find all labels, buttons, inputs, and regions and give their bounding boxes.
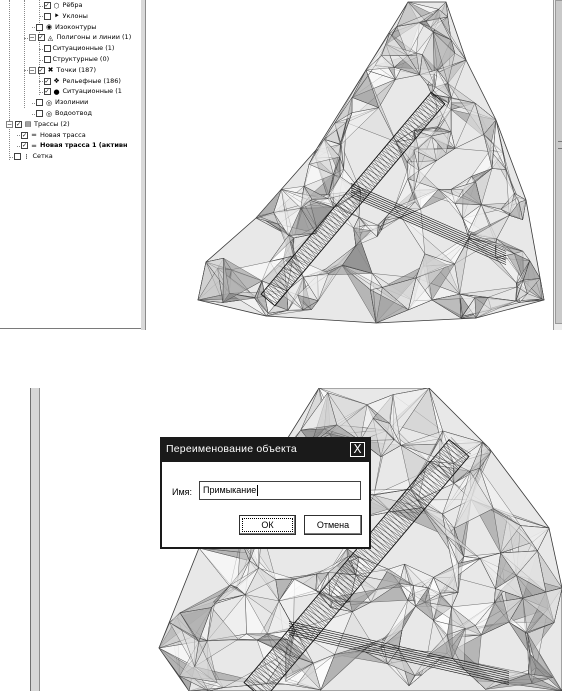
visibility-checkbox[interactable]	[36, 110, 43, 117]
tree-item[interactable]	[21, 130, 86, 141]
project-tree-panel	[0, 0, 142, 329]
drainage-icon: ◎	[45, 110, 53, 118]
isolines-icon: ◎	[45, 99, 53, 107]
plan-viewport-top[interactable]	[146, 0, 556, 330]
visibility-checkbox[interactable]	[36, 99, 43, 106]
close-icon[interactable]: X	[350, 442, 365, 457]
name-input[interactable]	[199, 481, 361, 500]
visibility-checkbox[interactable]	[44, 45, 51, 52]
tree-item-label: Ситуационные (1	[63, 86, 122, 97]
dialog-titlebar[interactable]	[162, 439, 369, 462]
visibility-checkbox[interactable]: ✓	[44, 2, 51, 9]
visibility-checkbox[interactable]	[36, 24, 43, 31]
edges-icon: ⬡	[53, 2, 61, 10]
tree-item-label: Трассы (2)	[34, 119, 70, 130]
routes-icon: ▤	[24, 120, 32, 128]
ok-button[interactable]: ОК	[239, 515, 296, 535]
visibility-checkbox[interactable]	[44, 13, 51, 20]
cancel-button[interactable]: Отмена	[304, 515, 362, 535]
polygons-icon: ◬	[47, 34, 55, 42]
rename-object-dialog	[160, 437, 371, 549]
tree-item[interactable]	[36, 22, 96, 33]
tree-item-label: Точки (187)	[57, 65, 96, 76]
relief-points-icon: ❖	[53, 77, 61, 85]
top-screenshot	[0, 0, 562, 330]
tree-item-label: Рёбра	[63, 0, 83, 11]
tree-item[interactable]	[36, 108, 92, 119]
tree-item[interactable]	[29, 65, 96, 76]
tree-item-label: Изоконтуры	[55, 22, 96, 33]
tree-connector	[39, 0, 40, 95]
tree-connector	[24, 0, 25, 108]
isocontours-icon: ◉	[45, 23, 53, 31]
tree-item[interactable]	[44, 76, 121, 87]
slopes-icon: ⯈	[53, 12, 61, 20]
tree-item[interactable]	[44, 86, 122, 97]
name-input-value: Примыкание	[203, 485, 256, 495]
route-icon: ═	[30, 142, 38, 150]
tree-collapse-icon[interactable]: −	[6, 121, 13, 128]
visibility-checkbox[interactable]: ✓	[21, 132, 28, 139]
tree-item-label: Водоотвод	[55, 108, 92, 119]
tree-item-label: Структурные (0)	[53, 54, 110, 65]
tree-item-label: Ситуационные (1)	[53, 43, 115, 54]
grid-icon: ⁞	[23, 153, 31, 161]
vertical-scrollbar[interactable]	[553, 0, 562, 330]
tree-item[interactable]	[6, 119, 70, 130]
tree-item[interactable]	[29, 32, 132, 43]
visibility-checkbox[interactable]	[44, 56, 51, 63]
text-caret	[257, 485, 258, 496]
tree-item-label: Изолинии	[55, 97, 88, 108]
visibility-checkbox[interactable]: ✓	[38, 67, 45, 74]
dialog-title: Переименование объекта	[166, 443, 297, 455]
tin-surface-plan-top[interactable]	[146, 0, 556, 330]
tree-item[interactable]	[44, 11, 88, 22]
name-field-label: Имя:	[172, 487, 192, 497]
tree-item-label: Новая трасса	[40, 130, 86, 141]
route-icon: ═	[30, 131, 38, 139]
scrollbar-thumb[interactable]	[555, 0, 562, 324]
situation-point-icon: ●	[53, 88, 61, 96]
points-icon: ✖	[47, 66, 55, 74]
visibility-checkbox[interactable]: ✓	[44, 88, 51, 95]
visibility-checkbox[interactable]: ✓	[38, 34, 45, 41]
tree-item-label: Уклоны	[63, 11, 88, 22]
scrollbar-grip-icon	[558, 141, 562, 149]
tree-item-label: Сетка	[33, 151, 53, 162]
visibility-checkbox[interactable]: ✓	[21, 142, 28, 149]
tree-item-label: Новая трасса 1 (активн	[40, 140, 127, 151]
tree-item[interactable]	[44, 54, 110, 65]
tree-item[interactable]	[14, 151, 53, 162]
tree-item[interactable]	[44, 43, 115, 54]
tree-item-label: Рельефные (186)	[63, 76, 121, 87]
visibility-checkbox[interactable]: ✓	[15, 121, 22, 128]
visibility-checkbox[interactable]: ✓	[44, 78, 51, 85]
tree-collapse-icon[interactable]: −	[29, 67, 36, 74]
tree-item[interactable]	[36, 97, 88, 108]
tree-item[interactable]	[21, 140, 127, 151]
tree-collapse-icon[interactable]: −	[29, 34, 36, 41]
tree-item[interactable]	[44, 0, 83, 11]
tree-item-label: Полигоны и линии (1)	[57, 32, 132, 43]
visibility-checkbox[interactable]	[14, 153, 21, 160]
